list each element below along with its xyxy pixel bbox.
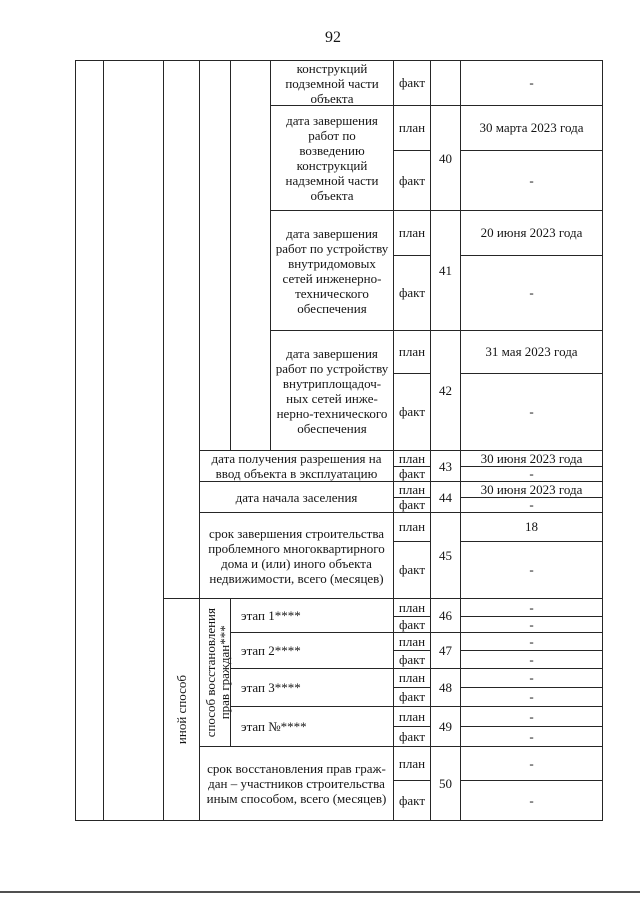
row-label: дата завершения работ по устройству внутриплощадоч- ных сетей инже- нерно-технического обеспечения (270, 330, 394, 451)
stage-label: этап 2**** (230, 632, 394, 669)
fact-value: - (460, 497, 603, 513)
fact-value: - (460, 466, 603, 482)
restoration-method-cell (199, 598, 231, 747)
fact-label: факт (393, 60, 431, 106)
stage-label: этап 3**** (230, 668, 394, 707)
row-number: 47 (430, 632, 461, 669)
row-number: 48 (430, 668, 461, 707)
fact-label: факт (393, 373, 431, 451)
plan-value: - (460, 746, 603, 781)
row-number: 42 (430, 330, 461, 451)
row-label: дата завершения работ по возведению конструкций надземной части объекта (270, 105, 394, 211)
fact-label: факт (393, 650, 431, 669)
fact-value: - (460, 60, 603, 106)
stage-label: этап №**** (230, 706, 394, 747)
row-number: 49 (430, 706, 461, 747)
other-method-group-cell (163, 598, 200, 821)
fact-label: факт (393, 616, 431, 633)
fact-label: факт (393, 780, 431, 821)
fact-label: факт (393, 726, 431, 747)
row-number: 45 (430, 512, 461, 599)
scan-edge-line (0, 891, 640, 893)
stage-label: этап 1**** (230, 598, 394, 633)
plan-value: - (460, 598, 603, 617)
plan-label: план (393, 512, 431, 542)
blank-column-5 (230, 60, 271, 451)
fact-value: - (460, 726, 603, 747)
row-number-cell (430, 60, 461, 106)
plan-label: план (393, 706, 431, 727)
row-number: 46 (430, 598, 461, 633)
row-label: конструкций подземной части объекта (270, 60, 394, 106)
page-number: 92 (325, 29, 341, 46)
fact-value: - (460, 780, 603, 821)
fact-label: факт (393, 497, 431, 513)
plan-label: план (393, 668, 431, 688)
plan-label: план (393, 598, 431, 617)
blank-column-3 (163, 60, 200, 599)
plan-value: 20 июня 2023 года (460, 210, 603, 256)
fact-label: факт (393, 255, 431, 331)
plan-value: - (460, 668, 603, 688)
plan-value: - (460, 632, 603, 651)
row-number: 40 (430, 105, 461, 211)
fact-value: - (460, 650, 603, 669)
fact-label: факт (393, 150, 431, 211)
other-method-label: иной способ (173, 674, 189, 745)
fact-label: факт (393, 541, 431, 599)
row-number: 43 (430, 450, 461, 482)
fact-value: - (460, 616, 603, 633)
plan-value: 30 июня 2023 года (460, 450, 603, 467)
fact-value: - (460, 541, 603, 599)
row-number: 50 (430, 746, 461, 821)
row-label: дата получения разрешения на ввод объекта в эксплуатацию (199, 450, 394, 482)
blank-column-2 (103, 60, 164, 821)
fact-value: - (460, 150, 603, 211)
row-label: срок восстановления прав граж- дан – участников строительства иным способом, всего (месяцев) (199, 746, 394, 821)
plan-label: план (393, 210, 431, 256)
row-number: 44 (430, 481, 461, 513)
plan-label: план (393, 330, 431, 374)
row-label: дата завершения работ по устройству внутридомовых сетей инженерно- технического обеспечения (270, 210, 394, 331)
plan-label: план (393, 746, 431, 781)
blank-column-1 (75, 60, 104, 821)
plan-value: 30 марта 2023 года (460, 105, 603, 151)
plan-value: 18 (460, 512, 603, 542)
row-number: 41 (430, 210, 461, 331)
blank-column-4 (199, 60, 231, 451)
fact-value: - (460, 687, 603, 707)
plan-value: 30 июня 2023 года (460, 481, 603, 498)
restoration-method-label: способ восстановления прав граждан*** (203, 607, 232, 738)
fact-label: факт (393, 466, 431, 482)
fact-value: - (460, 255, 603, 331)
plan-label: план (393, 481, 431, 498)
fact-label: факт (393, 687, 431, 707)
row-label: срок завершения строительства проблемного многоквартирного дома и (или) иного объекта недвижимости, всего (месяцев) (199, 512, 394, 599)
plan-label: план (393, 632, 431, 651)
plan-value: 31 мая 2023 года (460, 330, 603, 374)
row-label: дата начала заселения (199, 481, 394, 513)
plan-value: - (460, 706, 603, 727)
plan-label: план (393, 450, 431, 467)
fact-value: - (460, 373, 603, 451)
plan-label: план (393, 105, 431, 151)
